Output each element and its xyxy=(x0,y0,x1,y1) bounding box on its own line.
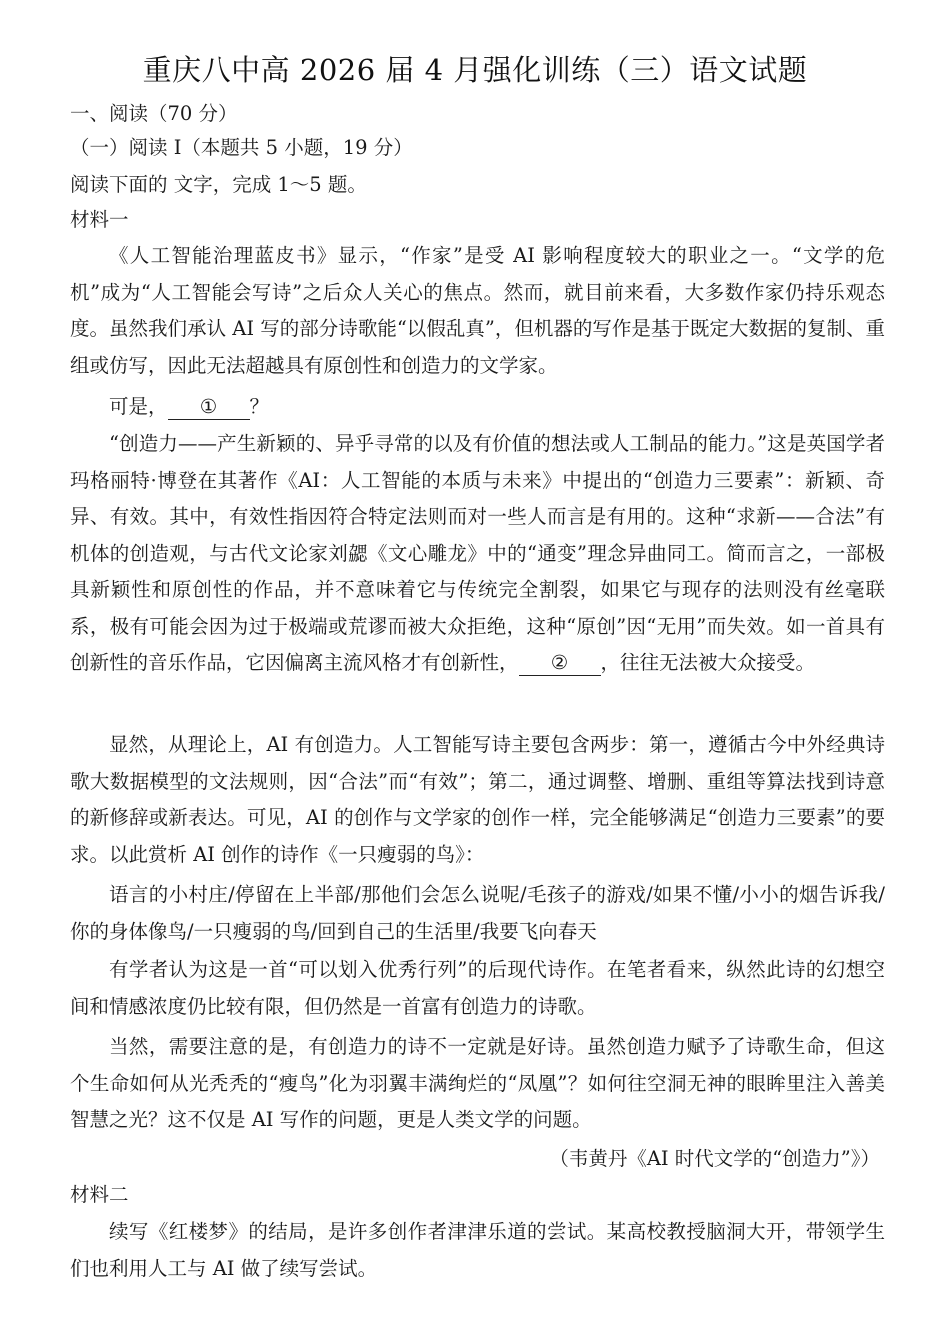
section-heading-reading: 一、阅读（70 分） xyxy=(70,102,238,125)
paragraph-6: 当然，需要注意的是，有创造力的诗不一定就是好诗。虽然创造力赋予了诗歌生命，但这个生命如何从光秃秃的“瘦鸟”化为羽翼丰满绚烂的“凤凰”？如何往空洞无神的眼眸里注入善美智慧之光？这不仅是 AI 写作的问题，更是人类文学的问题。 xyxy=(70,1035,885,1131)
paragraph-2-prefix: 可是， xyxy=(109,395,168,418)
subsection-heading-reading-1: （一）阅读 I（本题共 5 小题，19 分） xyxy=(70,136,413,159)
material-two-label: 材料二 xyxy=(70,1183,129,1206)
paragraph-1: 《人工智能治理蓝皮书》显示，“作家”是受 AI 影响程度较大的职业之一。“文学的危机”成为“人工智能会写诗”之后众人关心的焦点。然而，就目前来看，大多数作家仍持乐观态度。虽然我们承认 AI 写的部分诗歌能“以假乱真”，但机器的写作是基于既定大数据的复制、重组或仿写，因此无法超越具有原创性和创造力的文学家。 xyxy=(70,244,885,377)
exam-title: 重庆八中高 2026 届 4 月强化训练（三）语文试题 xyxy=(142,53,808,87)
paragraph-4: 显然，从理论上，AI 有创造力。人工智能写诗主要包含两步：第一，遵循古今中外经典诗歌大数据模型的文法规则，因“合法”而“有效”；第二，通过调整、增删、重组等算法找到诗意的新修辞或新表达。可见，AI 的创作与文学家的创作一样，完全能够满足“创造力三要素”的要求。以此赏析 AI 创作的诗作《一只瘦弱的鸟》： xyxy=(70,733,885,866)
material-one-label: 材料一 xyxy=(70,208,129,231)
paragraph-2 xyxy=(70,389,885,426)
fill-blank-2: ② xyxy=(519,651,601,676)
paragraph-3 xyxy=(70,426,885,682)
source-citation: （韦黄丹《AI 时代文学的“创造力”》） xyxy=(549,1147,880,1170)
fill-blank-1: ① xyxy=(168,395,250,420)
paragraph-7: 续写《红楼梦》的结局，是许多创作者津津乐道的尝试。某高校教授脑洞大开，带领学生们也利用人工与 AI 做了续写尝试。 xyxy=(70,1220,885,1280)
paragraph-2-suffix: ？ xyxy=(249,395,270,418)
paragraph-5: 有学者认为这是一首“可以划入优秀行列”的后现代诗作。在笔者看来，纵然此诗的幻想空间和情感浓度仍比较有限，但仍然是一首富有创造力的诗歌。 xyxy=(70,958,885,1018)
instruction-text: 阅读下面的 文字，完成 1～5 题。 xyxy=(70,173,367,196)
paragraph-3-text: “创造力——产生新颖的、异乎寻常的以及有价值的想法或人工制品的能力。”这是英国学者玛格丽特·博登在其著作《AI：人工智能的本质与未来》中提出的“创造力三要素”：新颖、奇异、有效。其中，有效性指因符合特定法则而对一些人而言是有用的。这种“求新——合法”有机体的创造观，与古代文论家刘勰《文心雕龙》中的“通变”理念异曲同工。简而言之，一部极具新颖性和原创性的作品，并不意味着它与传统完全割裂，如果它与现存的法则没有丝毫联系，极有可能会因为过于极端或荒谬而被大众拒绝，这种“原创”因“无用”而失效。如一首具有创新性的音乐作品，它因偏离主流风格才有创新性， xyxy=(70,432,885,674)
poem-text: 语言的小村庄/停留在上半部/那他们会怎么说呢/毛孩子的游戏/如果不懂/小小的烟告诉我/你的身体像鸟/一只瘦弱的鸟/回到自己的生活里/我要飞向春天 xyxy=(70,883,885,943)
paragraph-3-ending: ，往往无法被大众接受。 xyxy=(600,651,816,674)
